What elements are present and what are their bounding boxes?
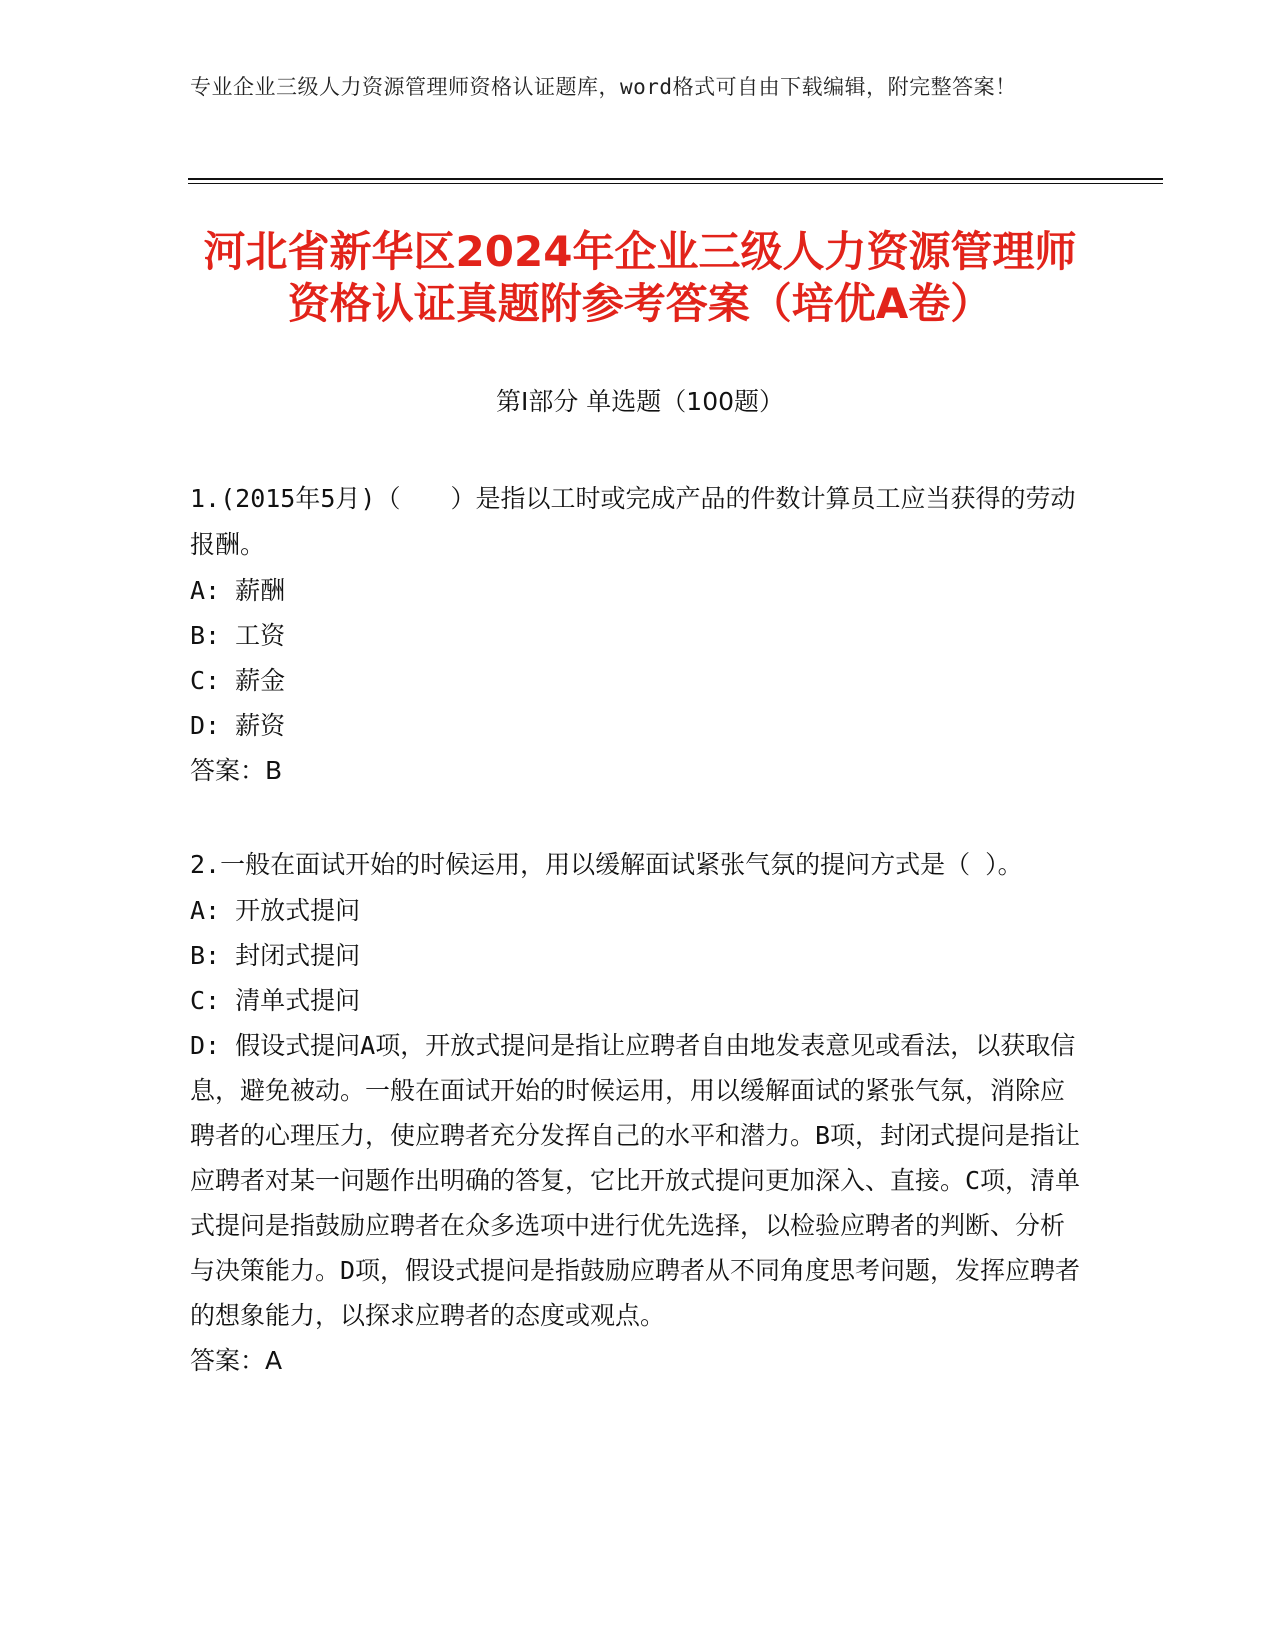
option-a: A: 开放式提问: [190, 896, 361, 925]
option-b: B: 工资: [190, 621, 286, 650]
header-rule-bottom: [188, 183, 1163, 184]
option-a: A: 薪酬: [190, 576, 286, 605]
header-note: 专业企业三级人力资源管理师资格认证题库，word格式可自由下载编辑，附完整答案！: [190, 75, 1017, 99]
question-2: [190, 842, 1085, 1384]
option-b: B: 封闭式提问: [190, 941, 361, 970]
document-title: 河北省新华区2024年企业三级人力资源管理师资格认证真题附参考答案（培优A卷）: [203, 227, 1077, 328]
question-1: [190, 476, 1085, 794]
question-stem: 2.一般在面试开始的时候运用，用以缓解面试紧张气氛的提问方式是（ ）。: [190, 850, 1023, 879]
header-rule-top: [188, 178, 1163, 180]
answer: 答案：B: [190, 756, 283, 785]
question-stem: 1.(2015年5月)（ ）是指以工时或完成产品的件数计算员工应当获得的劳动报酬。: [190, 484, 1076, 559]
answer: 答案：A: [190, 1346, 283, 1375]
option-c: C: 薪金: [190, 666, 286, 695]
option-c: C: 清单式提问: [190, 986, 361, 1015]
section-title: 第Ⅰ部分 单选题（100题）: [495, 387, 785, 416]
option-d-with-explanation: D: 假设式提问A项，开放式提问是指让应聘者自由地发表意见或看法，以获取信息，避免被动。一般在面试开始的时候运用，用以缓解面试的紧张气氛，消除应聘者的心理压力，使应聘者充分发挥自己的水平和潜力。B项，封闭式提问是指让应聘者对某一问题作出明确的答复，它比开放式提问更加深入、直接。C项，清单式提问是指鼓励应聘者在众多选项中进行优先选择，以检验应聘者的判断、分析与决策能力。D项，假设式提问是指鼓励应聘者从不同角度思考问题，发挥应聘者的想象能力，以探求应聘者的态度或观点。: [190, 1031, 1081, 1330]
option-d: D: 薪资: [190, 711, 286, 740]
